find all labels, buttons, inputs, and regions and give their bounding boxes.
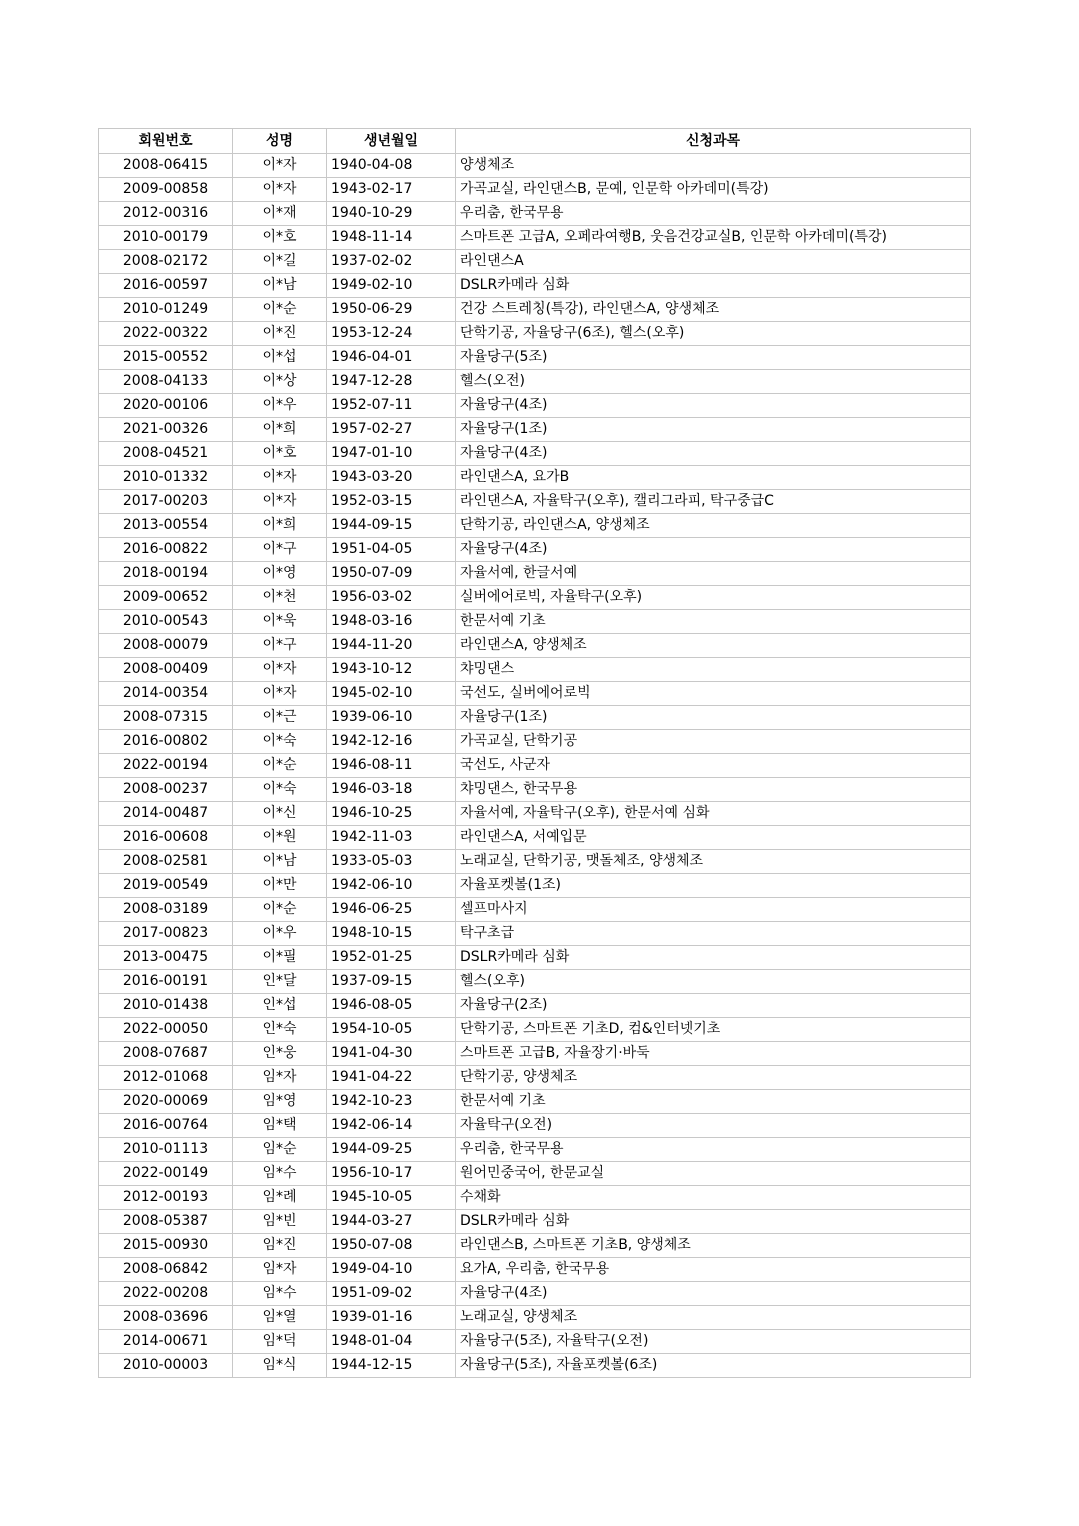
member-id-cell: 2016-00822 (99, 538, 233, 562)
courses-cell: 자율탁구(오전) (456, 1114, 971, 1138)
courses-cell: DSLR카메라 심화 (456, 274, 971, 298)
birth-date-cell: 1940-04-08 (327, 154, 456, 178)
member-name-cell: 임*열 (233, 1306, 327, 1330)
birth-date-cell: 1952-01-25 (327, 946, 456, 970)
courses-cell: 라인댄스B, 스마트폰 기초B, 양생체조 (456, 1234, 971, 1258)
member-id-cell: 2016-00191 (99, 970, 233, 994)
member-name-cell: 이*희 (233, 418, 327, 442)
courses-cell: 자율당구(1조) (456, 706, 971, 730)
member-name-cell: 이*순 (233, 898, 327, 922)
header-member-id: 회원번호 (99, 129, 233, 154)
table-row (99, 802, 971, 826)
table-row (99, 922, 971, 946)
table-row (99, 154, 971, 178)
table-row (99, 1042, 971, 1066)
table-row (99, 1210, 971, 1234)
birth-date-cell: 1948-10-15 (327, 922, 456, 946)
member-name-cell: 이*영 (233, 562, 327, 586)
member-name-cell: 인*섭 (233, 994, 327, 1018)
member-name-cell: 이*순 (233, 298, 327, 322)
birth-date-cell: 1943-02-17 (327, 178, 456, 202)
courses-cell: 헬스(오후) (456, 970, 971, 994)
courses-cell: 자율당구(4조) (456, 538, 971, 562)
table-row (99, 1330, 971, 1354)
courses-cell: 수채화 (456, 1186, 971, 1210)
table-row (99, 1114, 971, 1138)
member-name-cell: 이*천 (233, 586, 327, 610)
table-row (99, 730, 971, 754)
courses-cell: 국선도, 사군자 (456, 754, 971, 778)
member-id-cell: 2013-00554 (99, 514, 233, 538)
table-row (99, 346, 971, 370)
courses-cell: 단학기공, 라인댄스A, 양생체조 (456, 514, 971, 538)
courses-cell: 자율당구(5조) (456, 346, 971, 370)
member-name-cell: 이*우 (233, 922, 327, 946)
birth-date-cell: 1944-09-25 (327, 1138, 456, 1162)
table-row (99, 826, 971, 850)
courses-cell: 셀프마사지 (456, 898, 971, 922)
courses-cell: 우리춤, 한국무용 (456, 1138, 971, 1162)
courses-cell: 자율당구(4조) (456, 1282, 971, 1306)
table-row (99, 466, 971, 490)
courses-cell: DSLR카메라 심화 (456, 1210, 971, 1234)
member-name-cell: 이*원 (233, 826, 327, 850)
birth-date-cell: 1946-06-25 (327, 898, 456, 922)
member-id-cell: 2016-00802 (99, 730, 233, 754)
member-name-cell: 이*섭 (233, 346, 327, 370)
table-row (99, 850, 971, 874)
member-id-cell: 2010-01332 (99, 466, 233, 490)
table-row (99, 298, 971, 322)
courses-cell: 실버에어로빅, 자율탁구(오후) (456, 586, 971, 610)
member-name-cell: 이*자 (233, 658, 327, 682)
courses-cell: 라인댄스A, 양생체조 (456, 634, 971, 658)
header-row (99, 129, 971, 154)
table-row (99, 946, 971, 970)
table-body (99, 154, 971, 1378)
member-id-cell: 2008-04133 (99, 370, 233, 394)
birth-date-cell: 1946-04-01 (327, 346, 456, 370)
table-row (99, 442, 971, 466)
member-id-cell: 2008-00409 (99, 658, 233, 682)
member-name-cell: 인*숙 (233, 1018, 327, 1042)
table-row (99, 1258, 971, 1282)
header-courses: 신청과목 (456, 129, 971, 154)
birth-date-cell: 1933-05-03 (327, 850, 456, 874)
table-row (99, 226, 971, 250)
member-id-cell: 2009-00858 (99, 178, 233, 202)
member-id-cell: 2022-00208 (99, 1282, 233, 1306)
member-id-cell: 2010-01249 (99, 298, 233, 322)
courses-cell: 한문서예 기초 (456, 610, 971, 634)
courses-cell: 단학기공, 스마트폰 기초D, 컴&인터넷기초 (456, 1018, 971, 1042)
table-row (99, 1066, 971, 1090)
member-id-cell: 2022-00149 (99, 1162, 233, 1186)
member-name-cell: 이*상 (233, 370, 327, 394)
member-name-cell: 임*진 (233, 1234, 327, 1258)
courses-cell: 자율당구(4조) (456, 442, 971, 466)
table-row (99, 394, 971, 418)
birth-date-cell: 1952-07-11 (327, 394, 456, 418)
courses-cell: 라인댄스A, 자율탁구(오후), 캘리그라피, 탁구중급C (456, 490, 971, 514)
courses-cell: 스마트폰 고급A, 오페라여행B, 웃음건강교실B, 인문학 아카데미(특강) (456, 226, 971, 250)
table-header (99, 129, 971, 154)
member-name-cell: 이*근 (233, 706, 327, 730)
member-name-cell: 이*숙 (233, 730, 327, 754)
courses-cell: 스마트폰 고급B, 자율장기·바둑 (456, 1042, 971, 1066)
courses-cell: 챠밍댄스 (456, 658, 971, 682)
member-id-cell: 2014-00354 (99, 682, 233, 706)
birth-date-cell: 1946-08-11 (327, 754, 456, 778)
member-id-cell: 2018-00194 (99, 562, 233, 586)
member-name-cell: 이*자 (233, 466, 327, 490)
member-id-cell: 2013-00475 (99, 946, 233, 970)
member-name-cell: 이*순 (233, 754, 327, 778)
member-name-cell: 이*구 (233, 538, 327, 562)
table-row (99, 610, 971, 634)
birth-date-cell: 1942-11-03 (327, 826, 456, 850)
member-name-cell: 이*재 (233, 202, 327, 226)
member-name-cell: 이*자 (233, 178, 327, 202)
table-row (99, 1282, 971, 1306)
courses-cell: 자율서예, 자율탁구(오후), 한문서예 심화 (456, 802, 971, 826)
birth-date-cell: 1943-10-12 (327, 658, 456, 682)
member-name-cell: 이*신 (233, 802, 327, 826)
birth-date-cell: 1941-04-30 (327, 1042, 456, 1066)
member-id-cell: 2009-00652 (99, 586, 233, 610)
courses-cell: 원어민중국어, 한문교실 (456, 1162, 971, 1186)
table-row (99, 994, 971, 1018)
table-row (99, 1186, 971, 1210)
birth-date-cell: 1944-12-15 (327, 1354, 456, 1378)
table-row (99, 418, 971, 442)
member-id-cell: 2008-00237 (99, 778, 233, 802)
courses-cell: 국선도, 실버에어로빅 (456, 682, 971, 706)
table-row (99, 874, 971, 898)
table-row (99, 538, 971, 562)
courses-cell: 헬스(오전) (456, 370, 971, 394)
member-id-cell: 2008-06842 (99, 1258, 233, 1282)
courses-cell: 양생체조 (456, 154, 971, 178)
table-row (99, 178, 971, 202)
birth-date-cell: 1949-04-10 (327, 1258, 456, 1282)
birth-date-cell: 1942-12-16 (327, 730, 456, 754)
table-row (99, 634, 971, 658)
header-name: 성명 (233, 129, 327, 154)
table-row (99, 274, 971, 298)
birth-date-cell: 1950-07-08 (327, 1234, 456, 1258)
member-name-cell: 이*필 (233, 946, 327, 970)
member-name-cell: 임*수 (233, 1282, 327, 1306)
table-row (99, 322, 971, 346)
courses-cell: 건강 스트레칭(특강), 라인댄스A, 양생체조 (456, 298, 971, 322)
table-row (99, 682, 971, 706)
birth-date-cell: 1946-03-18 (327, 778, 456, 802)
table-row (99, 1234, 971, 1258)
birth-date-cell: 1942-06-10 (327, 874, 456, 898)
courses-cell: 노래교실, 양생체조 (456, 1306, 971, 1330)
courses-cell: 가곡교실, 라인댄스B, 문예, 인문학 아카데미(특강) (456, 178, 971, 202)
courses-cell: 라인댄스A, 요가B (456, 466, 971, 490)
member-id-cell: 2010-01113 (99, 1138, 233, 1162)
member-id-cell: 2010-00179 (99, 226, 233, 250)
birth-date-cell: 1946-08-05 (327, 994, 456, 1018)
member-id-cell: 2022-00050 (99, 1018, 233, 1042)
member-name-cell: 이*만 (233, 874, 327, 898)
member-name-cell: 이*숙 (233, 778, 327, 802)
member-name-cell: 이*자 (233, 682, 327, 706)
birth-date-cell: 1944-03-27 (327, 1210, 456, 1234)
member-name-cell: 임*수 (233, 1162, 327, 1186)
member-id-cell: 2017-00823 (99, 922, 233, 946)
table-row (99, 1138, 971, 1162)
birth-date-cell: 1945-10-05 (327, 1186, 456, 1210)
birth-date-cell: 1947-01-10 (327, 442, 456, 466)
member-id-cell: 2019-00549 (99, 874, 233, 898)
birth-date-cell: 1942-06-14 (327, 1114, 456, 1138)
birth-date-cell: 1956-10-17 (327, 1162, 456, 1186)
member-id-cell: 2012-00193 (99, 1186, 233, 1210)
member-id-cell: 2012-00316 (99, 202, 233, 226)
table-row (99, 370, 971, 394)
birth-date-cell: 1943-03-20 (327, 466, 456, 490)
member-id-cell: 2017-00203 (99, 490, 233, 514)
member-id-cell: 2022-00322 (99, 322, 233, 346)
member-name-cell: 이*자 (233, 154, 327, 178)
birth-date-cell: 1951-09-02 (327, 1282, 456, 1306)
member-name-cell: 이*구 (233, 634, 327, 658)
courses-cell: 라인댄스A, 서예입문 (456, 826, 971, 850)
birth-date-cell: 1948-01-04 (327, 1330, 456, 1354)
birth-date-cell: 1956-03-02 (327, 586, 456, 610)
member-name-cell: 임*자 (233, 1258, 327, 1282)
courses-cell: 요가A, 우리춤, 한국무용 (456, 1258, 971, 1282)
birth-date-cell: 1939-06-10 (327, 706, 456, 730)
birth-date-cell: 1942-10-23 (327, 1090, 456, 1114)
member-name-cell: 임*례 (233, 1186, 327, 1210)
courses-cell: 가곡교실, 단학기공 (456, 730, 971, 754)
birth-date-cell: 1947-12-28 (327, 370, 456, 394)
table-row (99, 1018, 971, 1042)
member-name-cell: 인*웅 (233, 1042, 327, 1066)
table-row (99, 658, 971, 682)
member-name-cell: 인*달 (233, 970, 327, 994)
birth-date-cell: 1944-09-15 (327, 514, 456, 538)
table-row (99, 250, 971, 274)
member-name-cell: 이*진 (233, 322, 327, 346)
member-name-cell: 임*자 (233, 1066, 327, 1090)
courses-cell: 단학기공, 양생체조 (456, 1066, 971, 1090)
member-name-cell: 임*영 (233, 1090, 327, 1114)
birth-date-cell: 1944-11-20 (327, 634, 456, 658)
member-id-cell: 2015-00552 (99, 346, 233, 370)
member-id-cell: 2012-01068 (99, 1066, 233, 1090)
birth-date-cell: 1946-10-25 (327, 802, 456, 826)
member-id-cell: 2008-03696 (99, 1306, 233, 1330)
member-name-cell: 임*택 (233, 1114, 327, 1138)
birth-date-cell: 1948-03-16 (327, 610, 456, 634)
member-id-cell: 2010-00003 (99, 1354, 233, 1378)
table-row (99, 202, 971, 226)
table-row (99, 562, 971, 586)
courses-cell: 자율서예, 한글서예 (456, 562, 971, 586)
courses-cell: 자율당구(1조) (456, 418, 971, 442)
table-row (99, 706, 971, 730)
table-row (99, 778, 971, 802)
member-id-cell: 2014-00671 (99, 1330, 233, 1354)
birth-date-cell: 1940-10-29 (327, 202, 456, 226)
courses-cell: 자율당구(2조) (456, 994, 971, 1018)
birth-date-cell: 1945-02-10 (327, 682, 456, 706)
member-table (98, 128, 971, 1378)
birth-date-cell: 1937-09-15 (327, 970, 456, 994)
courses-cell: 챠밍댄스, 한국무용 (456, 778, 971, 802)
member-name-cell: 임*덕 (233, 1330, 327, 1354)
header-birth-date: 생년월일 (327, 129, 456, 154)
member-id-cell: 2010-00543 (99, 610, 233, 634)
courses-cell: 한문서예 기초 (456, 1090, 971, 1114)
courses-cell: 라인댄스A (456, 250, 971, 274)
table-row (99, 1354, 971, 1378)
birth-date-cell: 1939-01-16 (327, 1306, 456, 1330)
birth-date-cell: 1952-03-15 (327, 490, 456, 514)
table-row (99, 1306, 971, 1330)
member-name-cell: 임*빈 (233, 1210, 327, 1234)
birth-date-cell: 1948-11-14 (327, 226, 456, 250)
member-name-cell: 이*희 (233, 514, 327, 538)
member-id-cell: 2008-05387 (99, 1210, 233, 1234)
member-name-cell: 이*길 (233, 250, 327, 274)
table-row (99, 1090, 971, 1114)
member-id-cell: 2015-00930 (99, 1234, 233, 1258)
member-id-cell: 2010-01438 (99, 994, 233, 1018)
courses-cell: 노래교실, 단학기공, 맷돌체조, 양생체조 (456, 850, 971, 874)
courses-cell: 자율당구(5조), 자율포켓볼(6조) (456, 1354, 971, 1378)
birth-date-cell: 1954-10-05 (327, 1018, 456, 1042)
table-row (99, 586, 971, 610)
member-id-cell: 2020-00069 (99, 1090, 233, 1114)
birth-date-cell: 1951-04-05 (327, 538, 456, 562)
member-id-cell: 2008-06415 (99, 154, 233, 178)
member-id-cell: 2014-00487 (99, 802, 233, 826)
member-name-cell: 이*자 (233, 490, 327, 514)
birth-date-cell: 1937-02-02 (327, 250, 456, 274)
courses-cell: 탁구초급 (456, 922, 971, 946)
birth-date-cell: 1941-04-22 (327, 1066, 456, 1090)
courses-cell: 자율당구(4조) (456, 394, 971, 418)
member-id-cell: 2016-00597 (99, 274, 233, 298)
member-id-cell: 2021-00326 (99, 418, 233, 442)
member-id-cell: 2008-00079 (99, 634, 233, 658)
member-id-cell: 2020-00106 (99, 394, 233, 418)
member-name-cell: 이*호 (233, 442, 327, 466)
table-row (99, 490, 971, 514)
birth-date-cell: 1957-02-27 (327, 418, 456, 442)
member-name-cell: 이*호 (233, 226, 327, 250)
member-name-cell: 임*순 (233, 1138, 327, 1162)
courses-cell: 단학기공, 자율당구(6조), 헬스(오후) (456, 322, 971, 346)
table-row (99, 1162, 971, 1186)
member-name-cell: 임*식 (233, 1354, 327, 1378)
member-name-cell: 이*우 (233, 394, 327, 418)
courses-cell: 자율당구(5조), 자율탁구(오전) (456, 1330, 971, 1354)
member-id-cell: 2008-07687 (99, 1042, 233, 1066)
table-row (99, 898, 971, 922)
birth-date-cell: 1950-07-09 (327, 562, 456, 586)
courses-cell: 자율포켓볼(1조) (456, 874, 971, 898)
member-id-cell: 2022-00194 (99, 754, 233, 778)
member-id-cell: 2008-02172 (99, 250, 233, 274)
courses-cell: 우리춤, 한국무용 (456, 202, 971, 226)
member-name-cell: 이*남 (233, 850, 327, 874)
member-id-cell: 2008-04521 (99, 442, 233, 466)
member-id-cell: 2008-02581 (99, 850, 233, 874)
birth-date-cell: 1953-12-24 (327, 322, 456, 346)
member-id-cell: 2016-00764 (99, 1114, 233, 1138)
table-row (99, 970, 971, 994)
birth-date-cell: 1949-02-10 (327, 274, 456, 298)
member-id-cell: 2016-00608 (99, 826, 233, 850)
member-id-cell: 2008-03189 (99, 898, 233, 922)
member-name-cell: 이*남 (233, 274, 327, 298)
member-id-cell: 2008-07315 (99, 706, 233, 730)
table-row (99, 514, 971, 538)
birth-date-cell: 1950-06-29 (327, 298, 456, 322)
member-name-cell: 이*욱 (233, 610, 327, 634)
courses-cell: DSLR카메라 심화 (456, 946, 971, 970)
table-row (99, 754, 971, 778)
